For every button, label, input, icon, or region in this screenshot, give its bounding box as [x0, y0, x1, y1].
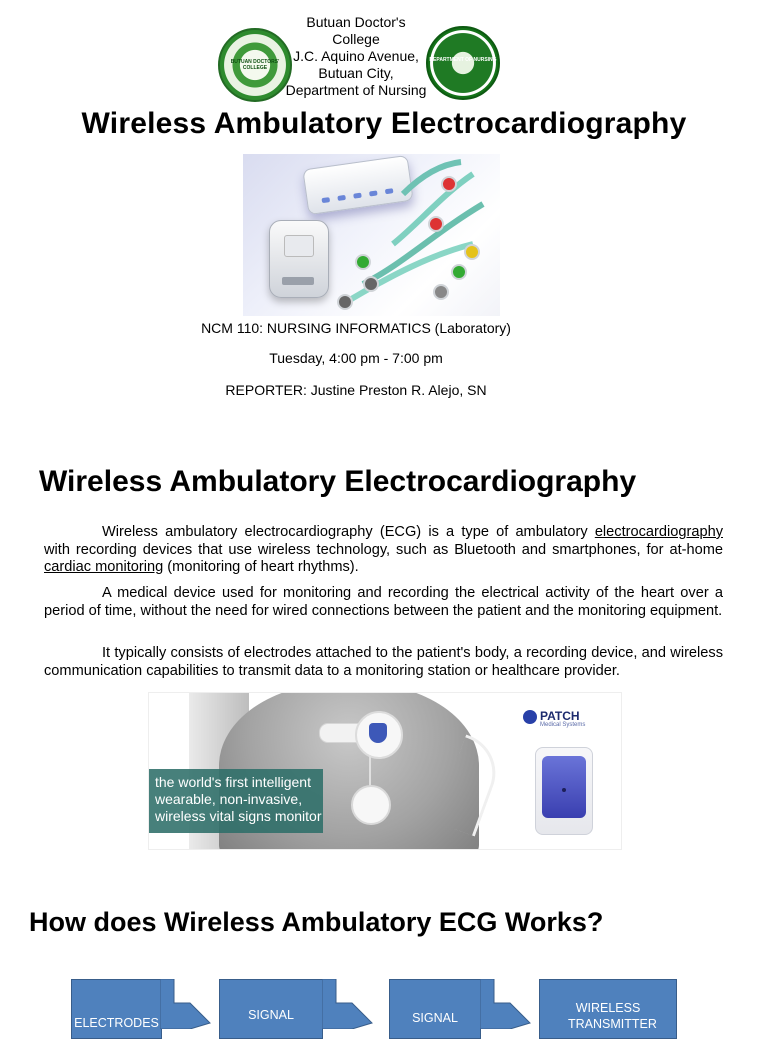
paragraph-text: (monitoring of heart rhythms). [163, 559, 359, 575]
patch-monitor-photo [148, 692, 622, 850]
patch-wire [369, 755, 371, 787]
caption-line: wireless vital signs monitor [155, 808, 322, 824]
flow-step-label: ELECTRODES [74, 1016, 159, 1030]
paragraph-text: with recording devices that use wireless technology, such as Bluetooth and smartphones, for at-home [44, 541, 723, 558]
ecg-device-photo [243, 154, 500, 316]
page-title: Wireless Ambulatory Electrocardiography [81, 107, 687, 140]
section-heading-how-it-works: How does Wireless Ambulatory ECG Works? [29, 907, 604, 937]
section-heading-wireless-ecg: Wireless Ambulatory Electrocardiography [39, 465, 637, 498]
gray-electrode-icon [337, 294, 353, 310]
photo-caption-box [148, 769, 323, 833]
flow-step-label: SIGNAL [412, 1011, 458, 1025]
flow-step-electrodes [71, 979, 162, 1039]
gray-electrode-icon [433, 284, 449, 300]
college-line: College [332, 31, 380, 47]
patch-brand-sub: Medical Systems [540, 722, 586, 728]
college-line: Butuan City, [318, 65, 394, 81]
flow-arrow-icon [322, 979, 382, 1029]
schedule-line: Tuesday, 4:00 pm - 7:00 pm [269, 350, 443, 366]
red-electrode-icon [441, 176, 457, 192]
college-line: Department of Nursing [285, 82, 427, 98]
college-address-block [270, 14, 442, 99]
patch-monitor-device [535, 747, 593, 835]
paragraph-medical-device: A medical device used for monitoring and recording the electrical activity of the heart over a period of time, without the need for wired connections between the patient and the monitoring equipment. [44, 585, 723, 619]
chest-patch-sensor [355, 711, 403, 759]
chest-patch-electrode [351, 785, 391, 825]
cardiac-monitoring-link[interactable]: cardiac monitoring [44, 559, 164, 575]
flow-arrow-icon [480, 979, 540, 1029]
flow-step-wireless-transmitter [539, 979, 677, 1039]
college-line: Butuan Doctor's [306, 14, 406, 30]
patch-logo-icon [523, 710, 537, 724]
flow-step-signal-2 [389, 979, 481, 1039]
gray-electrode-icon [363, 276, 379, 292]
flow-step-label: WIRELESS TRANSMITTER [568, 1001, 657, 1031]
red-electrode-icon [428, 216, 444, 232]
paragraph-components: It typically consists of electrodes attached to the patient's body, a recording device, and wireless communication capabilities to transmit data to a monitoring station or healthcare provider. [44, 645, 723, 679]
green-electrode-icon [451, 264, 467, 280]
flow-step-label: SIGNAL [248, 1008, 294, 1022]
caption-line: the world's first intelligent [155, 774, 311, 790]
flow-arrow-icon [160, 979, 220, 1029]
seal-right-text: DEPARTMENT OF NURSING [429, 57, 497, 63]
reporter-line: REPORTER: Justine Preston R. Alejo, SN [225, 382, 487, 398]
yellow-electrode-icon [464, 244, 480, 260]
caption-line: wearable, non-invasive, [155, 791, 303, 807]
electrocardiography-link[interactable]: electrocardiography [594, 524, 723, 540]
green-electrode-icon [355, 254, 371, 270]
course-line: NCM 110: NURSING INFORMATICS (Laboratory) [201, 320, 511, 336]
patch-brand: PATCH [540, 709, 580, 723]
seal-left-text: BUTUAN DOCTORS' COLLEGE [230, 59, 280, 71]
college-line: J.C. Aquino Avenue, [293, 48, 419, 64]
flow-step-signal-1 [219, 979, 323, 1039]
paragraph-text: Wireless ambulatory electrocardiography (ECG) is a type of ambulatory [102, 524, 595, 540]
paragraph-definition [44, 524, 723, 577]
